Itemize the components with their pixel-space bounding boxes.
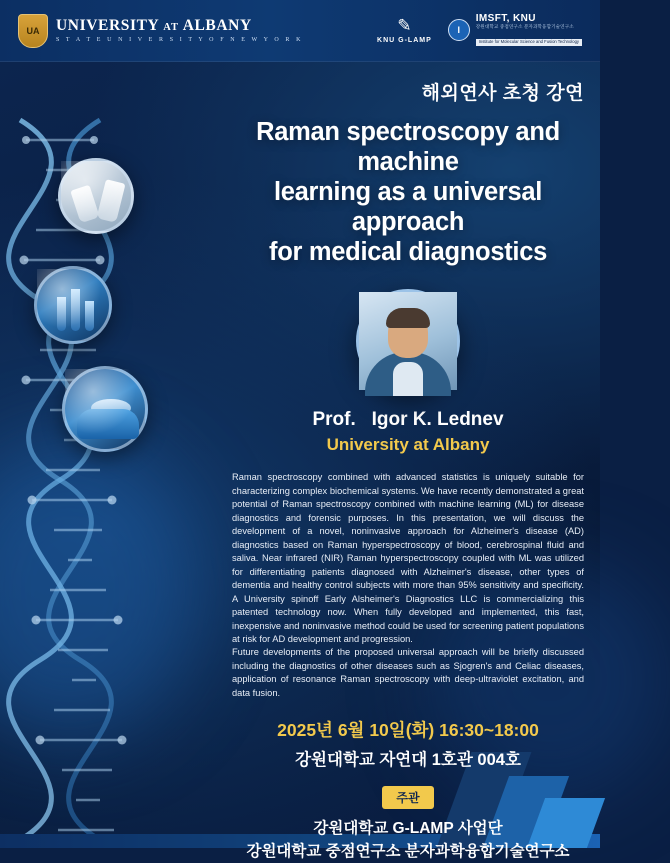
university-seal-label: UA <box>26 25 40 36</box>
university-name-place: ALBANY <box>182 16 252 34</box>
imsft-title: IMSFT, KNU <box>475 12 536 24</box>
portrait-hair <box>386 308 430 328</box>
knu-lamp-name: KNU G-LAMP <box>377 36 432 44</box>
imsft-logo-text <box>476 13 582 48</box>
abstract-text <box>232 471 584 700</box>
background-glow-left <box>0 440 200 740</box>
event-location: 강원대학교 자연대 1호관 004호 <box>295 750 521 769</box>
imsft-subtitle-english: Institute for Molecular Science and Fusion Technology <box>476 39 582 46</box>
speaker-name-line <box>232 409 584 431</box>
event-kicker: 해외연사 초청 강연 <box>421 83 584 104</box>
event-datetime: 2025년 6월 10일(화) 16:30~18:00 <box>277 720 539 741</box>
knu-lamp-mark-icon: ✎ <box>397 15 412 35</box>
test-tube-shape-3 <box>85 301 94 331</box>
university-seal-icon <box>18 14 48 48</box>
title-line-2: learning as a universal approach <box>273 178 543 237</box>
host-line-1: 강원대학교 G-LAMP 사업단 <box>313 819 503 837</box>
test-tube-shape-2 <box>71 289 80 331</box>
photo-laboratory-glassware <box>58 158 134 234</box>
petri-dish-shape <box>91 399 131 417</box>
university-name-main: UNIVERSITY <box>56 16 159 34</box>
title-line-1: Raman spectroscopy and machine <box>256 118 560 177</box>
imsft-subtitle-korean: 강원대학교 중점연구소 분자과학융합기술연구소 <box>475 24 574 30</box>
imsft-badge-icon: I <box>448 19 470 41</box>
host-organizations <box>232 817 584 863</box>
page-title <box>232 117 584 267</box>
host-line-2: 강원대학교 중점연구소 분자과학융합기술연구소 <box>246 842 570 860</box>
portrait-shirt <box>393 362 423 396</box>
speaker-title-prefix: Prof. <box>312 409 356 431</box>
university-at-albany-logo <box>18 14 303 48</box>
abstract-paragraph-2: Future developments of the proposed universal approach will be briefly discussed including the diagnostics of other diseases such as Sjogren's and Celiac diseases, application of resonance Raman spectroscopy with deep-ultraviolet excitation, and data fusion. <box>232 647 584 698</box>
host-badge: 주관 <box>382 786 434 809</box>
flask-shape <box>96 179 125 223</box>
header-logos-right <box>377 13 582 48</box>
poster-header <box>0 0 600 62</box>
title-line-3: for medical diagnostics <box>269 238 547 267</box>
speaker-name: Igor K. Lednev <box>371 409 504 431</box>
speaker-affiliation: University at Albany <box>326 435 490 455</box>
photo-test-tubes <box>34 266 112 344</box>
university-name-at: AT <box>163 21 180 33</box>
test-tube-shape-1 <box>57 297 66 331</box>
speaker-portrait <box>356 289 460 393</box>
university-logo-text <box>56 18 303 44</box>
poster-content <box>232 78 584 863</box>
imsft-knu-logo <box>448 13 582 48</box>
knu-g-lamp-logo <box>377 17 432 44</box>
photo-scientist-gloves <box>62 366 148 452</box>
beaker-shape <box>70 185 100 224</box>
gloved-hands-shape <box>77 409 139 439</box>
abstract-paragraph-1: Raman spectroscopy combined with advanced statistics is uniquely suitable for characterizing complex biochemical systems. We have recently demonstrated a great potential of Raman spectroscopy combined with machine learning (ML) for disease diagnostics and forensic purposes. In this presentation, we will discuss the development of a novel, noninvasive approach for Alzheimer's disease (AD) diagnostics based on Raman hyperspectroscopy of blood, cerebrospinal fluid and saliva. Near infrared (NIR) Raman hyperspectroscopy coupled with ML was utilized for differentiating patients diagnosed with Alzheimer's disease, other types of dementia and healthy control subjects with more than 95% sensitivity and specificity. A University spinoff Early Alsheimer's Diagnostics LLC is commercializing this patented technology now. When fully developed and implemented, this fast, inexpensive and noninvasive method could be used for screening patient populations at risk for AD development and progression. <box>232 472 584 645</box>
university-subtitle: S T A T E U N I V E R S I T Y O F N E W Y O R K <box>56 36 304 43</box>
